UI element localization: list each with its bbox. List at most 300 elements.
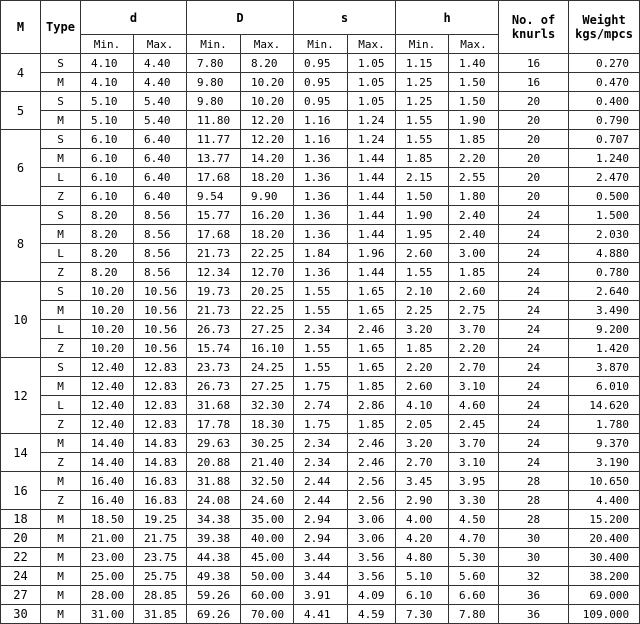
cell-knurls: 20 — [499, 187, 569, 206]
cell-h-min: 2.15 — [396, 168, 449, 187]
cell-h-min: 1.25 — [396, 92, 449, 111]
cell-h-max: 2.20 — [449, 149, 499, 168]
cell-s-min: 1.55 — [294, 358, 348, 377]
cell-d-min: 16.40 — [81, 472, 134, 491]
header-m: M — [1, 1, 41, 54]
table-row — [1, 377, 640, 396]
cell-s-max: 1.44 — [348, 225, 396, 244]
cell-D-max: 24.60 — [241, 491, 294, 510]
cell-D-min: 26.73 — [187, 377, 241, 396]
cell-knurls: 28 — [499, 472, 569, 491]
header-s: s — [294, 1, 396, 35]
cell-h-max: 6.60 — [449, 586, 499, 605]
cell-type: L — [41, 320, 81, 339]
cell-d-max: 25.75 — [134, 567, 187, 586]
cell-h-min: 1.15 — [396, 54, 449, 73]
header-d-max: Max. — [134, 35, 187, 54]
cell-h-max: 2.75 — [449, 301, 499, 320]
cell-h-min: 3.20 — [396, 320, 449, 339]
cell-type: S — [41, 358, 81, 377]
cell-s-max: 1.05 — [348, 73, 396, 92]
cell-d-max: 8.56 — [134, 206, 187, 225]
cell-weight: 38.200 — [569, 567, 640, 586]
cell-D-max: 12.20 — [241, 111, 294, 130]
cell-h-min: 2.90 — [396, 491, 449, 510]
cell-s-max: 1.85 — [348, 377, 396, 396]
cell-knurls: 24 — [499, 225, 569, 244]
table-row — [1, 415, 640, 434]
cell-weight: 69.000 — [569, 586, 640, 605]
cell-type: M — [41, 301, 81, 320]
cell-d-max: 10.56 — [134, 339, 187, 358]
cell-s-min: 2.94 — [294, 529, 348, 548]
cell-h-max: 3.10 — [449, 377, 499, 396]
table-body — [1, 54, 640, 624]
cell-type: M — [41, 377, 81, 396]
cell-d-min: 8.20 — [81, 263, 134, 282]
cell-type: M — [41, 510, 81, 529]
cell-s-min: 0.95 — [294, 73, 348, 92]
table-row — [1, 244, 640, 263]
cell-s-max: 3.56 — [348, 567, 396, 586]
cell-knurls: 24 — [499, 339, 569, 358]
cell-D-min: 23.73 — [187, 358, 241, 377]
table-row — [1, 586, 640, 605]
cell-s-min: 2.44 — [294, 491, 348, 510]
cell-d-min: 28.00 — [81, 586, 134, 605]
cell-weight: 6.010 — [569, 377, 640, 396]
cell-type: M — [41, 472, 81, 491]
cell-D-max: 18.30 — [241, 415, 294, 434]
cell-h-max: 3.10 — [449, 453, 499, 472]
cell-h-min: 4.80 — [396, 548, 449, 567]
cell-D-max: 27.25 — [241, 377, 294, 396]
cell-m-size: 6 — [1, 130, 41, 206]
table-row — [1, 339, 640, 358]
cell-D-max: 16.20 — [241, 206, 294, 225]
cell-D-min: 34.38 — [187, 510, 241, 529]
cell-d-max: 8.56 — [134, 244, 187, 263]
cell-D-min: 31.68 — [187, 396, 241, 415]
cell-h-max: 3.00 — [449, 244, 499, 263]
cell-type: L — [41, 244, 81, 263]
table-row — [1, 73, 640, 92]
cell-D-min: 21.73 — [187, 244, 241, 263]
cell-s-min: 4.41 — [294, 605, 348, 624]
cell-type: M — [41, 548, 81, 567]
cell-D-min: 12.34 — [187, 263, 241, 282]
table-row — [1, 396, 640, 415]
header-d-min: Min. — [81, 35, 134, 54]
cell-s-min: 1.75 — [294, 415, 348, 434]
table-row — [1, 92, 640, 111]
cell-d-min: 8.20 — [81, 225, 134, 244]
cell-weight: 0.790 — [569, 111, 640, 130]
cell-h-max: 1.90 — [449, 111, 499, 130]
table-row — [1, 168, 640, 187]
cell-h-max: 7.80 — [449, 605, 499, 624]
cell-d-min: 23.00 — [81, 548, 134, 567]
cell-d-min: 6.10 — [81, 130, 134, 149]
cell-d-min: 12.40 — [81, 358, 134, 377]
cell-weight: 1.500 — [569, 206, 640, 225]
cell-d-max: 4.40 — [134, 54, 187, 73]
cell-h-max: 1.40 — [449, 54, 499, 73]
cell-h-min: 2.25 — [396, 301, 449, 320]
cell-s-max: 3.06 — [348, 529, 396, 548]
cell-knurls: 36 — [499, 605, 569, 624]
cell-D-min: 17.68 — [187, 168, 241, 187]
cell-h-max: 3.70 — [449, 320, 499, 339]
cell-weight: 0.270 — [569, 54, 640, 73]
cell-D-max: 16.10 — [241, 339, 294, 358]
cell-D-max: 32.50 — [241, 472, 294, 491]
cell-weight: 0.400 — [569, 92, 640, 111]
cell-knurls: 20 — [499, 111, 569, 130]
cell-type: M — [41, 605, 81, 624]
cell-h-min: 5.10 — [396, 567, 449, 586]
cell-D-max: 50.00 — [241, 567, 294, 586]
table-row — [1, 472, 640, 491]
cell-h-min: 3.20 — [396, 434, 449, 453]
cell-d-max: 4.40 — [134, 73, 187, 92]
cell-d-max: 16.83 — [134, 472, 187, 491]
header-h-max: Max. — [449, 35, 499, 54]
cell-knurls: 32 — [499, 567, 569, 586]
cell-d-max: 31.85 — [134, 605, 187, 624]
cell-type: S — [41, 282, 81, 301]
cell-knurls: 24 — [499, 206, 569, 225]
cell-D-min: 24.08 — [187, 491, 241, 510]
cell-s-min: 1.84 — [294, 244, 348, 263]
cell-d-min: 4.10 — [81, 73, 134, 92]
cell-D-min: 9.80 — [187, 92, 241, 111]
cell-type: Z — [41, 339, 81, 358]
cell-s-min: 3.91 — [294, 586, 348, 605]
cell-knurls: 28 — [499, 510, 569, 529]
cell-h-max: 5.60 — [449, 567, 499, 586]
cell-h-max: 2.45 — [449, 415, 499, 434]
cell-h-min: 1.55 — [396, 130, 449, 149]
cell-weight: 14.620 — [569, 396, 640, 415]
cell-s-max: 1.44 — [348, 263, 396, 282]
cell-knurls: 24 — [499, 415, 569, 434]
cell-D-min: 13.77 — [187, 149, 241, 168]
cell-h-max: 2.70 — [449, 358, 499, 377]
cell-h-max: 4.50 — [449, 510, 499, 529]
cell-m-size: 20 — [1, 529, 41, 548]
cell-h-max: 2.40 — [449, 225, 499, 244]
header-s-min: Min. — [294, 35, 348, 54]
cell-m-size: 16 — [1, 472, 41, 510]
cell-h-max: 2.60 — [449, 282, 499, 301]
cell-weight: 2.640 — [569, 282, 640, 301]
header-h-min: Min. — [396, 35, 449, 54]
cell-weight: 4.400 — [569, 491, 640, 510]
cell-weight: 30.400 — [569, 548, 640, 567]
cell-h-min: 4.10 — [396, 396, 449, 415]
cell-D-min: 15.77 — [187, 206, 241, 225]
cell-type: Z — [41, 491, 81, 510]
table-row — [1, 301, 640, 320]
cell-d-min: 5.10 — [81, 92, 134, 111]
header-h: h — [396, 1, 499, 35]
cell-type: M — [41, 434, 81, 453]
cell-knurls: 24 — [499, 263, 569, 282]
cell-D-min: 19.73 — [187, 282, 241, 301]
cell-D-max: 35.00 — [241, 510, 294, 529]
table-row — [1, 510, 640, 529]
cell-D-max: 10.20 — [241, 73, 294, 92]
cell-D-max: 12.70 — [241, 263, 294, 282]
cell-h-max: 3.95 — [449, 472, 499, 491]
table-row — [1, 320, 640, 339]
cell-d-max: 12.83 — [134, 377, 187, 396]
table-row — [1, 434, 640, 453]
cell-h-min: 2.05 — [396, 415, 449, 434]
cell-D-max: 30.25 — [241, 434, 294, 453]
cell-D-min: 15.74 — [187, 339, 241, 358]
cell-s-max: 1.44 — [348, 187, 396, 206]
cell-h-min: 1.95 — [396, 225, 449, 244]
cell-m-size: 22 — [1, 548, 41, 567]
cell-weight: 9.200 — [569, 320, 640, 339]
cell-type: M — [41, 586, 81, 605]
cell-s-max: 1.96 — [348, 244, 396, 263]
cell-d-max: 6.40 — [134, 187, 187, 206]
header-weight: Weight kgs/mpcs — [569, 1, 640, 54]
table-row — [1, 111, 640, 130]
cell-type: M — [41, 149, 81, 168]
cell-D-max: 12.20 — [241, 130, 294, 149]
cell-h-max: 1.50 — [449, 92, 499, 111]
header-knurls: No. of knurls — [499, 1, 569, 54]
cell-d-max: 16.83 — [134, 491, 187, 510]
cell-d-max: 10.56 — [134, 320, 187, 339]
cell-D-max: 18.20 — [241, 168, 294, 187]
cell-knurls: 16 — [499, 54, 569, 73]
cell-h-min: 1.90 — [396, 206, 449, 225]
cell-h-min: 1.85 — [396, 339, 449, 358]
cell-D-max: 8.20 — [241, 54, 294, 73]
cell-d-max: 10.56 — [134, 301, 187, 320]
cell-d-min: 21.00 — [81, 529, 134, 548]
cell-d-min: 4.10 — [81, 54, 134, 73]
cell-s-max: 2.86 — [348, 396, 396, 415]
cell-d-max: 12.83 — [134, 415, 187, 434]
cell-d-min: 10.20 — [81, 301, 134, 320]
cell-s-min: 1.55 — [294, 301, 348, 320]
table-row — [1, 529, 640, 548]
cell-s-max: 4.59 — [348, 605, 396, 624]
cell-weight: 0.470 — [569, 73, 640, 92]
cell-type: S — [41, 130, 81, 149]
cell-d-max: 6.40 — [134, 149, 187, 168]
cell-D-max: 32.30 — [241, 396, 294, 415]
cell-s-min: 1.36 — [294, 225, 348, 244]
cell-d-max: 10.56 — [134, 282, 187, 301]
cell-m-size: 24 — [1, 567, 41, 586]
cell-d-max: 6.40 — [134, 168, 187, 187]
cell-s-min: 3.44 — [294, 548, 348, 567]
cell-m-size: 18 — [1, 510, 41, 529]
cell-D-max: 18.20 — [241, 225, 294, 244]
cell-s-min: 1.55 — [294, 339, 348, 358]
cell-type: L — [41, 396, 81, 415]
table-row — [1, 453, 640, 472]
cell-knurls: 20 — [499, 92, 569, 111]
cell-d-min: 12.40 — [81, 396, 134, 415]
cell-knurls: 24 — [499, 358, 569, 377]
cell-knurls: 24 — [499, 301, 569, 320]
cell-s-min: 2.34 — [294, 434, 348, 453]
table-row — [1, 567, 640, 586]
table-row — [1, 54, 640, 73]
cell-type: S — [41, 92, 81, 111]
cell-weight: 3.490 — [569, 301, 640, 320]
cell-D-max: 24.25 — [241, 358, 294, 377]
cell-d-min: 8.20 — [81, 244, 134, 263]
header-d-outer: D — [187, 1, 294, 35]
cell-h-min: 1.50 — [396, 187, 449, 206]
cell-D-min: 9.54 — [187, 187, 241, 206]
cell-h-min: 6.10 — [396, 586, 449, 605]
cell-s-min: 2.94 — [294, 510, 348, 529]
cell-D-max: 14.20 — [241, 149, 294, 168]
cell-s-min: 1.55 — [294, 282, 348, 301]
cell-knurls: 24 — [499, 453, 569, 472]
cell-d-min: 8.20 — [81, 206, 134, 225]
cell-s-min: 1.36 — [294, 149, 348, 168]
cell-weight: 20.400 — [569, 529, 640, 548]
cell-type: M — [41, 529, 81, 548]
cell-h-min: 2.20 — [396, 358, 449, 377]
cell-m-size: 8 — [1, 206, 41, 282]
cell-D-min: 31.88 — [187, 472, 241, 491]
cell-s-max: 1.05 — [348, 92, 396, 111]
cell-h-max: 1.50 — [449, 73, 499, 92]
table-row — [1, 491, 640, 510]
cell-s-max: 1.65 — [348, 301, 396, 320]
table-row — [1, 187, 640, 206]
cell-type: Z — [41, 187, 81, 206]
cell-h-max: 4.70 — [449, 529, 499, 548]
cell-d-min: 14.40 — [81, 453, 134, 472]
cell-weight: 3.870 — [569, 358, 640, 377]
cell-m-size: 14 — [1, 434, 41, 472]
cell-D-min: 20.88 — [187, 453, 241, 472]
cell-s-max: 2.56 — [348, 472, 396, 491]
cell-h-min: 2.10 — [396, 282, 449, 301]
cell-s-max: 1.65 — [348, 282, 396, 301]
table-row — [1, 130, 640, 149]
cell-h-min: 1.25 — [396, 73, 449, 92]
cell-s-min: 1.36 — [294, 168, 348, 187]
cell-d-min: 14.40 — [81, 434, 134, 453]
cell-d-min: 16.40 — [81, 491, 134, 510]
cell-d-min: 10.20 — [81, 339, 134, 358]
cell-d-min: 6.10 — [81, 168, 134, 187]
cell-d-max: 14.83 — [134, 434, 187, 453]
cell-m-size: 30 — [1, 605, 41, 624]
cell-D-min: 7.80 — [187, 54, 241, 73]
cell-D-max: 20.25 — [241, 282, 294, 301]
cell-s-min: 1.16 — [294, 111, 348, 130]
cell-d-max: 14.83 — [134, 453, 187, 472]
cell-s-min: 2.34 — [294, 320, 348, 339]
cell-d-min: 31.00 — [81, 605, 134, 624]
cell-h-min: 2.70 — [396, 453, 449, 472]
cell-weight: 1.240 — [569, 149, 640, 168]
cell-h-min: 1.55 — [396, 263, 449, 282]
cell-s-max: 2.56 — [348, 491, 396, 510]
cell-weight: 1.780 — [569, 415, 640, 434]
cell-type: M — [41, 73, 81, 92]
cell-knurls: 20 — [499, 130, 569, 149]
cell-s-max: 1.44 — [348, 149, 396, 168]
cell-d-max: 5.40 — [134, 111, 187, 130]
cell-D-max: 10.20 — [241, 92, 294, 111]
cell-s-min: 1.36 — [294, 206, 348, 225]
cell-s-min: 0.95 — [294, 92, 348, 111]
cell-d-max: 8.56 — [134, 225, 187, 244]
cell-knurls: 16 — [499, 73, 569, 92]
cell-h-max: 2.40 — [449, 206, 499, 225]
cell-knurls: 30 — [499, 548, 569, 567]
cell-type: M — [41, 111, 81, 130]
cell-h-max: 3.70 — [449, 434, 499, 453]
cell-s-max: 3.06 — [348, 510, 396, 529]
cell-type: Z — [41, 263, 81, 282]
cell-knurls: 24 — [499, 377, 569, 396]
table-header — [1, 1, 640, 54]
cell-m-size: 4 — [1, 54, 41, 92]
cell-m-size: 27 — [1, 586, 41, 605]
cell-d-max: 12.83 — [134, 358, 187, 377]
cell-d-min: 10.20 — [81, 320, 134, 339]
cell-s-max: 1.05 — [348, 54, 396, 73]
cell-knurls: 20 — [499, 149, 569, 168]
header-s-max: Max. — [348, 35, 396, 54]
cell-d-min: 10.20 — [81, 282, 134, 301]
cell-type: S — [41, 206, 81, 225]
cell-h-min: 7.30 — [396, 605, 449, 624]
cell-knurls: 24 — [499, 282, 569, 301]
cell-d-min: 12.40 — [81, 415, 134, 434]
cell-weight: 0.500 — [569, 187, 640, 206]
cell-s-max: 1.44 — [348, 168, 396, 187]
table-row — [1, 206, 640, 225]
table-row — [1, 149, 640, 168]
cell-h-max: 2.55 — [449, 168, 499, 187]
cell-d-max: 8.56 — [134, 263, 187, 282]
cell-h-min: 2.60 — [396, 377, 449, 396]
cell-d-min: 5.10 — [81, 111, 134, 130]
cell-type: M — [41, 225, 81, 244]
cell-d-max: 5.40 — [134, 92, 187, 111]
cell-s-max: 1.44 — [348, 206, 396, 225]
table-row — [1, 282, 640, 301]
cell-h-min: 3.45 — [396, 472, 449, 491]
cell-D-max: 22.25 — [241, 301, 294, 320]
table-row — [1, 605, 640, 624]
table-row — [1, 263, 640, 282]
cell-weight: 1.420 — [569, 339, 640, 358]
cell-D-min: 21.73 — [187, 301, 241, 320]
table-row — [1, 358, 640, 377]
cell-D-max: 70.00 — [241, 605, 294, 624]
cell-h-max: 4.60 — [449, 396, 499, 415]
